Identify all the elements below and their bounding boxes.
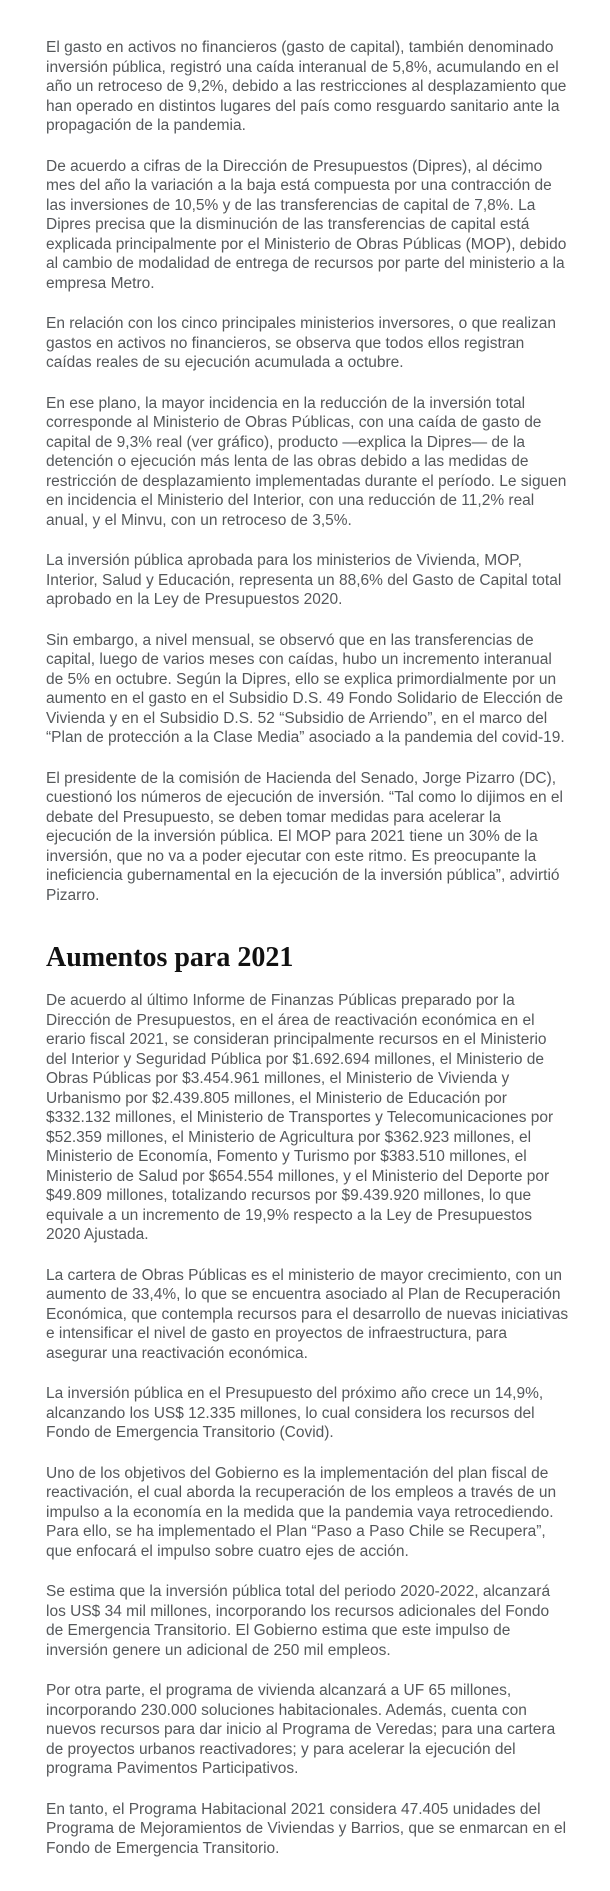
article-paragraph: Uno de los objetivos del Gobierno es la implementación del plan fiscal de reactivación, el cual aborda la recuperación de los empleos a través de un impulso a la economía en la medida que la pandemia vaya retrocediendo. Para ello, se ha implementado el Plan “Paso a Paso Chile se Recupera”, que enfocará el impulso sobre cuatro ejes de acción. [46,1464,557,1560]
article-paragraph: La inversión pública en el Presupuesto del próximo año crece un 14,9%, alcanzando los US$ 12.335 millones, lo cual considera los recursos del Fondo de Emergencia Transitorio (Covid). [46,1385,544,1441]
article-paragraph: En ese plano, la mayor incidencia en la reducción de la inversión total corresponde al Ministerio de Obras Públicas, con una caída de gasto de capital de 9,3% real (ver gráfico), producto —explica la Dipres— de la detención o ejecución más lenta de las obras debido a las medidas de restricción de desplazamiento implementadas durante el período. Le siguen en incidencia el Ministerio del Interior, con una reducción de 11,2% real anual, y el Minvu, con un retroceso de 3,5%. [46,394,567,529]
article-paragraph: El presidente de la comisión de Hacienda del Senado, Jorge Pizarro (DC), cuestionó los números de ejecución de inversión. “Tal como lo dijimos en el debate del Presupuesto, se deben tomar medidas para acelerar la ejecución de la inversión pública. El MOP para 2021 tiene un 30% de la inversión, que no va a poder ejecutar con este ritmo. Es preocupante la ineficiencia gubernamental en la ejecución de la inversión pública”, advirtió Pizarro. [46,769,563,904]
article-paragraph: En tanto, el Programa Habitacional 2021 considera 47.405 unidades del Programa de Mejoramientos de Viviendas y Barrios, que se enmarcan en el Fondo de Emergencia Transitorio. [46,1800,567,1857]
article-paragraph: Por otra parte, el programa de vivienda alcanzará a UF 65 millones, incorporando 230.000 soluciones habitacionales. Además, cuenta con nuevos recursos para dar inicio al Programa de Veredas; para una cartera de proyectos urbanos reactivadores; y para acelerar la ejecución del programa Pavimentos Participativos. [46,1682,556,1777]
article-paragraph: Sin embargo, a nivel mensual, se observó que en las transferencias de capital, luego de varios meses con caídas, hubo un incremento interanual de 5% en octubre. Según la Dipres, ello se explica primordialmente por un aumento en el gasto en el Subsidio D.S. 49 Fondo Solidario de Elección de Vivienda y en el Subsidio D.S. 52 “Subsidio de Arriendo”, en el marco del “Plan de protección a la Clase Media” asociado a la pandemia del covid-19. [46,631,565,746]
section-heading: Aumentos para 2021 [46,942,294,973]
article-paragraph: El gasto en activos no financieros (gasto de capital), también denominado inversión pública, registró una caída interanual de 5,8%, acumulando en el año un retroceso de 9,2%, debido a las restricciones al desplazamiento que han operado en distintos lugares del país como resguardo sanitario ante la propagación de la pandemia. [46,39,567,134]
article-body [46,0,569,1891]
article-paragraph: De acuerdo a cifras de la Dirección de Presupuestos (Dipres), al décimo mes del año la variación a la baja está compuesta por una contracción de las inversiones de 10,5% y de las transferencias de capital de 7,8%. La Dipres precisa que la disminución de las transferencias de capital está explicada principalmente por el Ministerio de Obras Públicas (MOP), debido al cambio de modalidad de entrega de recursos por parte del ministerio a la empresa Metro. [46,157,567,292]
article-paragraph: En relación con los cinco principales ministerios inversores, o que realizan gastos en activos no financieros, se observa que todos ellos registran caídas reales de su ejecución acumulada a octubre. [46,315,557,371]
article-paragraph: De acuerdo al último Informe de Finanzas Públicas preparado por la Dirección de Presupuestos, en el área de reactivación económica en el erario fiscal 2021, se consideran principalmente recursos en el Ministerio del Interior y Seguridad Pública por $1.692.694 millones, el Ministerio de Obras Públicas por $3.454.961 millones, el Ministerio de Vivienda y Urbanismo por $2.439.805 millones, el Ministerio de Educación por $332.132 millones, el Ministerio de Transportes y Telecomunicaciones por $52.359 millones, el Ministerio de Agricultura por $362.923 millones, el Ministerio de Economía, Fomento y Turismo por $383.510 millones, el Ministerio de Salud por $654.554 millones, y el Ministerio del Deporte por $49.809 millones, totalizando recursos por $9.439.920 millones, lo que equivale a un incremento de 19,9% respecto a la Ley de Presupuestos 2020 Ajustada. [46,992,554,1243]
article-paragraph: La cartera de Obras Públicas es el ministerio de mayor crecimiento, con un aumento de 33,4%, lo que se encuentra asociado al Plan de Recuperación Económica, que contempla recursos para el desarrollo de nuevas iniciativas e intensificar el nivel de gasto en proyectos de infraestructura, para asegurar una reactivación económica. [46,1266,569,1362]
article-paragraph: La inversión pública aprobada para los ministerios de Vivienda, MOP, Interior, Salud y Educación, representa un 88,6% del Gasto de Capital total aprobado en la Ley de Presupuestos 2020. [46,552,562,608]
article-paragraph: Se estima que la inversión pública total del periodo 2020-2022, alcanzará los US$ 34 mil millones, incorporando los recursos adicionales del Fondo de Emergencia Transitorio. El Gobierno estima que este impulso de inversión genere un adicional de 250 mil empleos. [46,1583,551,1659]
